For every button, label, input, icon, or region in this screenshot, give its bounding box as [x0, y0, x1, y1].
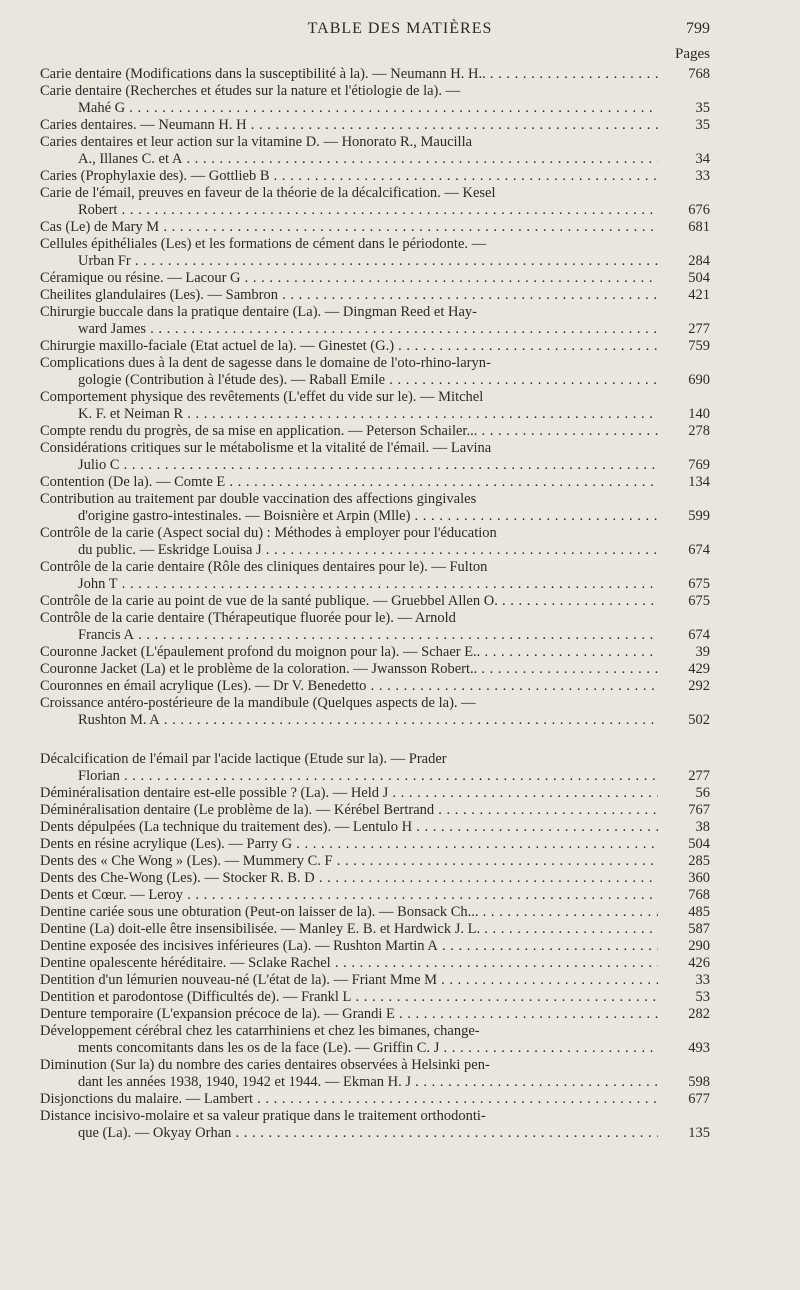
entry-text: Diminution (Sur la) du nombre des caries dentaires observées à Helsinki pen-	[40, 1057, 490, 1073]
entry-page-number: 56	[695, 785, 710, 801]
entry-page-number: 426	[688, 955, 710, 971]
entry-page-number: 587	[688, 921, 710, 937]
entry-text: Couronnes en émail acrylique (Les). — Dr V. Benedetto . . .	[40, 678, 658, 695]
entry-page-number: 675	[688, 576, 710, 592]
index-entry	[40, 1091, 710, 1108]
index-entry	[40, 955, 710, 972]
entry-text: Décalcification de l'émail par l'acide lactique (Etude sur la). — Prader	[40, 751, 447, 767]
entry-text-continuation: K. F. et Neiman R . . .	[40, 406, 658, 423]
entry-text: Denture temporaire (L'expansion précoce de la). — Grandi E . . .	[40, 1006, 658, 1023]
entry-text: Compte rendu du progrès, de sa mise en application. — Peterson Schailer... . . .	[40, 423, 658, 440]
index-entry	[40, 853, 710, 870]
entry-page-number: 599	[688, 508, 710, 524]
index-entry	[40, 117, 710, 134]
entry-page-number: 33	[695, 972, 710, 988]
entry-page-number: 769	[688, 457, 710, 473]
index-entry	[40, 219, 710, 236]
entry-text: Dents dépulpées (La technique du traitement des). — Lentulo H . . .	[40, 819, 658, 836]
index-entry	[40, 1023, 710, 1057]
entry-text: Distance incisivo-molaire et sa valeur pratique dans le traitement orthodonti-	[40, 1108, 486, 1124]
entry-page-number: 282	[688, 1006, 710, 1022]
entry-page-number: 768	[688, 66, 710, 82]
entry-text: Développement cérébral chez les catarrhiniens et chez les bimanes, change-	[40, 1023, 480, 1039]
entry-text: Céramique ou résine. — Lacour G . . .	[40, 270, 658, 287]
entry-text: Dents des Che-Wong (Les). — Stocker R. B. D . . .	[40, 870, 658, 887]
entry-text: Déminéralisation dentaire est-elle possible ? (La). — Held J . . .	[40, 785, 658, 802]
entry-page-number: 35	[695, 117, 710, 133]
entry-text: Dentine cariée sous une obturation (Peut-on laisser de la). — Bonsack Ch... . . .	[40, 904, 658, 921]
entry-page-number: 429	[688, 661, 710, 677]
entry-page-number: 284	[688, 253, 710, 269]
entry-text: Couronne Jacket (La) et le problème de la coloration. — Jwansson Robert.. . . .	[40, 661, 658, 678]
entry-text: Disjonctions du malaire. — Lambert . . .	[40, 1091, 658, 1108]
entry-text-continuation: gologie (Contribution à l'étude des). — Raball Emile . . .	[40, 372, 658, 389]
index-entry	[40, 355, 710, 389]
index-entry	[40, 644, 710, 661]
entry-text-continuation: que (La). — Okyay Orhan . . .	[40, 1125, 658, 1142]
entry-text: Contention (De la). — Comte E . . .	[40, 474, 658, 491]
entry-text-continuation: Mahé G . . .	[40, 100, 658, 117]
index-entry	[40, 1108, 710, 1142]
pages-column-label: Pages	[675, 46, 710, 62]
running-head-title: TABLE DES MATIÈRES	[307, 20, 493, 37]
index-entry	[40, 338, 710, 355]
entry-page-number: 502	[688, 712, 710, 728]
index-entry	[40, 938, 710, 955]
entry-text: Contrôle de la carie (Aspect social du) : Méthodes à employer pour l'éducation	[40, 525, 497, 541]
entry-text: Contrôle de la carie au point de vue de la santé publique. — Gruebbel Allen O. . . .	[40, 593, 658, 610]
entry-text-continuation: A., Illanes C. et A . . .	[40, 151, 658, 168]
entry-page-number: 134	[688, 474, 710, 490]
section-gap	[40, 729, 710, 751]
index-entry	[40, 1006, 710, 1023]
index-entry	[40, 836, 710, 853]
entry-page-number: 690	[688, 372, 710, 388]
entry-text: Carie de l'émail, preuves en faveur de la théorie de la décalcification. — Kesel	[40, 185, 496, 201]
index-entry	[40, 185, 710, 219]
entry-page-number: 677	[688, 1091, 710, 1107]
entry-text: Dentine opalescente héréditaire. — Sclake Rachel . . .	[40, 955, 658, 972]
index-entry	[40, 83, 710, 117]
entry-page-number: 140	[688, 406, 710, 422]
index-entry	[40, 887, 710, 904]
entry-page-number: 493	[688, 1040, 710, 1056]
index-entry	[40, 678, 710, 695]
index-entry	[40, 559, 710, 593]
index-entries	[40, 66, 710, 1142]
entry-text: Carie dentaire (Modifications dans la susceptibilité à la). — Neumann H. H.. . . .	[40, 66, 658, 83]
entry-text: Dents en résine acrylique (Les). — Parry G . . .	[40, 836, 658, 853]
entry-page-number: 485	[688, 904, 710, 920]
index-entry	[40, 593, 710, 610]
entry-text: Comportement physique des revêtements (L'effet du vide sur le). — Mitchel	[40, 389, 484, 405]
entry-text: Dents des « Che Wong » (Les). — Mummery C. F . . .	[40, 853, 658, 870]
entry-page-number: 759	[688, 338, 710, 354]
index-entry	[40, 389, 710, 423]
entry-text: Carie dentaire (Recherches et études sur la nature et l'étiologie de la). —	[40, 83, 461, 99]
entry-text-continuation: Julio C . . .	[40, 457, 658, 474]
entry-text-continuation: du public. — Eskridge Louisa J . . .	[40, 542, 658, 559]
entry-text-continuation: dant les années 1938, 1940, 1942 et 1944. — Ekman H. J . . .	[40, 1074, 658, 1091]
entry-page-number: 277	[688, 321, 710, 337]
page-number: 799	[686, 20, 710, 37]
entry-text-continuation: Florian . . .	[40, 768, 658, 785]
index-entry	[40, 802, 710, 819]
entry-text-continuation: ments concomitants dans les os de la face (Le). — Griffin C. J . . .	[40, 1040, 658, 1057]
index-entry	[40, 168, 710, 185]
entry-text: Caries (Prophylaxie des). — Gottlieb B . . .	[40, 168, 658, 185]
index-entry	[40, 610, 710, 644]
entry-page-number: 135	[688, 1125, 710, 1141]
index-entry	[40, 870, 710, 887]
entry-page-number: 53	[695, 989, 710, 1005]
index-entry	[40, 751, 710, 785]
index-entry	[40, 989, 710, 1006]
entry-text-continuation: John T . . .	[40, 576, 658, 593]
entry-page-number: 290	[688, 938, 710, 954]
entry-text: Croissance antéro-postérieure de la mandibule (Quelques aspects de la). —	[40, 695, 476, 711]
index-entry	[40, 236, 710, 270]
entry-text-continuation: ward James . . .	[40, 321, 658, 338]
entry-page-number: 35	[695, 100, 710, 116]
entry-page-number: 504	[688, 270, 710, 286]
index-entry	[40, 304, 710, 338]
index-entry	[40, 474, 710, 491]
entry-text-continuation: Urban Fr . . .	[40, 253, 658, 270]
index-entry	[40, 66, 710, 83]
entry-page-number: 768	[688, 887, 710, 903]
entry-text: Dentine exposée des incisives inférieures (La). — Rushton Martin A . . .	[40, 938, 658, 955]
index-entry	[40, 972, 710, 989]
index-entry	[40, 695, 710, 729]
entry-text: Contrôle de la carie dentaire (Thérapeutique fluorée pour le). — Arnold	[40, 610, 456, 626]
entry-page-number: 278	[688, 423, 710, 439]
entry-page-number: 675	[688, 593, 710, 609]
entry-text: Dents et Cœur. — Leroy . . .	[40, 887, 658, 904]
entry-text: Chirurgie maxillo-faciale (Etat actuel de la). — Ginestet (G.) . . .	[40, 338, 658, 355]
entry-page-number: 39	[695, 644, 710, 660]
entry-text: Dentition et parodontose (Difficultés de). — Frankl L . . .	[40, 989, 658, 1006]
entry-page-number: 767	[688, 802, 710, 818]
entry-text: Dentine (La) doit-elle être insensibilisée. — Manley E. B. et Hardwick J. L. . . .	[40, 921, 658, 938]
entry-page-number: 681	[688, 219, 710, 235]
index-entry	[40, 921, 710, 938]
entry-page-number: 674	[688, 627, 710, 643]
index-entry	[40, 270, 710, 287]
entry-page-number: 33	[695, 168, 710, 184]
entry-page-number: 360	[688, 870, 710, 886]
entry-text: Complications dues à la dent de sagesse dans le domaine de l'oto-rhino-laryn-	[40, 355, 491, 371]
entry-page-number: 598	[688, 1074, 710, 1090]
entry-text: Cheilites glandulaires (Les). — Sambron . . .	[40, 287, 658, 304]
index-entry	[40, 661, 710, 678]
entry-page-number: 421	[688, 287, 710, 303]
index-entry	[40, 1057, 710, 1091]
entry-text: Cas (Le) de Mary M . . .	[40, 219, 658, 236]
entry-text-continuation: Rushton M. A . . .	[40, 712, 658, 729]
entry-text: Dentition d'un lémurien nouveau-né (L'état de la). — Friant Mme M . . .	[40, 972, 658, 989]
entry-text: Couronne Jacket (L'épaulement profond du moignon pour la). — Schaer E.. . . .	[40, 644, 658, 661]
entry-text: Cellules épithéliales (Les) et les formations de cément dans le périodonte. —	[40, 236, 487, 252]
index-entry	[40, 904, 710, 921]
entry-text: Contrôle de la carie dentaire (Rôle des cliniques dentaires pour le). — Fulton	[40, 559, 488, 575]
entry-text-continuation: d'origine gastro-intestinales. — Boisnière et Arpin (Mlle) . . .	[40, 508, 658, 525]
index-entry	[40, 423, 710, 440]
entry-page-number: 676	[688, 202, 710, 218]
entry-text: Considérations critiques sur le métabolisme et la vitalité de l'émail. — Lavina	[40, 440, 492, 456]
index-entry	[40, 785, 710, 802]
entry-page-number: 34	[695, 151, 710, 167]
entry-text: Contribution au traitement par double vaccination des affections gingivales	[40, 491, 477, 507]
entry-page-number: 285	[688, 853, 710, 869]
index-entry	[40, 819, 710, 836]
index-entry	[40, 491, 710, 525]
entry-text-continuation: Robert . . .	[40, 202, 658, 219]
entry-text: Chirurgie buccale dans la pratique dentaire (La). — Dingman Reed et Hay-	[40, 304, 477, 320]
entry-text: Caries dentaires. — Neumann H. H . . .	[40, 117, 658, 134]
entry-text: Caries dentaires et leur action sur la vitamine D. — Honorato R., Maucilla	[40, 134, 473, 150]
entry-page-number: 277	[688, 768, 710, 784]
entry-text: Déminéralisation dentaire (Le problème de la). — Kérébel Bertrand . . .	[40, 802, 658, 819]
index-entry	[40, 440, 710, 474]
entry-text-continuation: Francis A . . .	[40, 627, 658, 644]
entry-page-number: 38	[695, 819, 710, 835]
entry-page-number: 504	[688, 836, 710, 852]
entry-page-number: 674	[688, 542, 710, 558]
index-entry	[40, 134, 710, 168]
index-entry	[40, 287, 710, 304]
entry-page-number: 292	[688, 678, 710, 694]
index-entry	[40, 525, 710, 559]
